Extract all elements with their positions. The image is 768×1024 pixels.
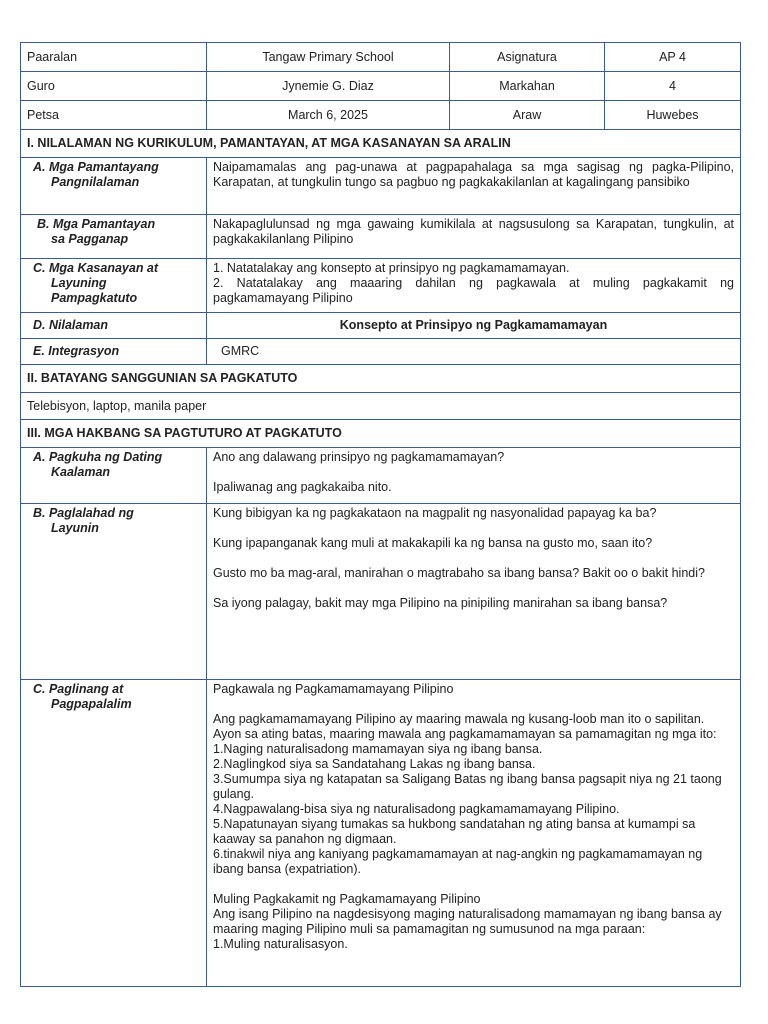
label-content: D. Nilalaman xyxy=(21,313,207,339)
lesson-plan-table xyxy=(20,42,741,987)
school-name: Tangaw Primary School xyxy=(207,43,450,72)
label-performance-standards xyxy=(21,215,207,259)
subheading: Pagkawala ng Pagkamamamayang Pilipino xyxy=(213,682,454,696)
objectives-text xyxy=(207,504,741,680)
content-standards-text: Naipamamalas ang pag-unawa at pagpapahalaga sa mga sagisag ng pagka-Pilipino, Karapatan, at tungkulin tungo sa pagbuo ng pagkakakilanlan at kagalingang pansibiko xyxy=(207,158,741,215)
label-line: Layunin xyxy=(51,521,99,535)
quarter: 4 xyxy=(605,72,741,101)
label-content-standards xyxy=(21,158,207,215)
paragraph: Ano ang dalawang prinsipyo ng pagkamamamayan? xyxy=(213,450,505,464)
list-item: 1.Naging naturalisadong mamamayan siya ng ibang bansa. xyxy=(213,742,543,756)
paragraph: Sa iyong palagay, bakit may mga Pilipino na pinipiling manirahan sa ibang bansa? xyxy=(213,596,668,610)
competency-2: 2. Natatalakay ang maaaring dahilan ng pagkawala at muling pagkakamit ng pagkamamayang Pilipino xyxy=(213,276,734,305)
teacher-name: Jynemie G. Diaz xyxy=(207,72,450,101)
content-text: Konsepto at Prinsipyo ng Pagkamamamayan xyxy=(207,313,741,339)
section-3-title: III. MGA HAKBANG SA PAGTUTURO AT PAGKATUTO xyxy=(21,420,741,448)
date: March 6, 2025 xyxy=(207,101,450,130)
label-line: C. Paglinang at xyxy=(33,682,124,696)
list-item: 2.Naglingkod siya sa Sandatahang Lakas ng ibang bansa. xyxy=(213,757,536,771)
performance-standards-text: Nakapaglulunsad ng mga gawaing kumikilala at nagsusulong sa Karapatan, tungkulin, at pagkakakilanlang Pilipino xyxy=(207,215,741,259)
header-row-school xyxy=(21,43,741,72)
label-line: Pangnilalaman xyxy=(51,175,140,189)
prior-knowledge-text xyxy=(207,448,741,504)
label-paaralan: Paaralan xyxy=(21,43,207,72)
label-integration: E. Integrasyon xyxy=(21,339,207,365)
subheading: Muling Pagkakamit ng Pagkamamayang Pilipino xyxy=(213,892,481,906)
header-row-teacher xyxy=(21,72,741,101)
paragraph: Kung ipapanganak kang muli at makakapili ka ng bansa na gusto mo, saan ito? xyxy=(213,536,653,550)
development-text xyxy=(207,680,741,987)
section-1-title: I. NILALAMAN NG KURIKULUM, PAMANTAYAN, AT MGA KASANAYAN SA ARALIN xyxy=(21,130,741,158)
label-line: A. Mga Pamantayang xyxy=(33,160,159,174)
list-item: 4.Nagpawalang-bisa siya ng naturalisadong pagkamamamayang Pilipino. xyxy=(213,802,620,816)
label-line: Pampagkatuto xyxy=(51,291,138,305)
label-line: B. Paglalahad ng xyxy=(33,506,134,520)
header-row-date xyxy=(21,101,741,130)
paragraph: Gusto mo ba mag-aral, manirahan o magtrabaho sa ibang bansa? Bakit oo o bakit hindi? xyxy=(213,566,705,580)
label-competencies xyxy=(21,259,207,313)
label-araw: Araw xyxy=(450,101,605,130)
label-line: C. Mga Kasanayan at xyxy=(33,261,159,275)
label-development xyxy=(21,680,207,987)
label-line: Layuning xyxy=(51,276,107,290)
competencies-text xyxy=(207,259,741,313)
paragraph: Kung bibigyan ka ng pagkakataon na magpalit ng nasyonalidad papayag ka ba? xyxy=(213,506,657,520)
section-2-title: II. BATAYANG SANGGUNIAN SA PAGKATUTO xyxy=(21,365,741,393)
label-markahan: Markahan xyxy=(450,72,605,101)
list-item: 5.Napatunayan siyang tumakas sa hukbong sandatahan ng ating bansa at kumampi sa kaaway sa panahon ng digmaan. xyxy=(213,817,696,846)
label-objectives xyxy=(21,504,207,680)
label-line: Pagpapalalim xyxy=(51,697,132,711)
integration-text: GMRC xyxy=(207,339,741,365)
references-text: Telebisyon, laptop, manila paper xyxy=(21,393,741,420)
label-line: sa Pagganap xyxy=(51,232,129,246)
label-petsa: Petsa xyxy=(21,101,207,130)
paragraph: Ang isang Pilipino na nagdesisyong maging naturalisadong mamamayan ng ibang bansa ay maaring maging Pilipino muli sa pamamagitan ng sumusunod na mga paraan: xyxy=(213,907,722,936)
day: Huwebes xyxy=(605,101,741,130)
label-line: Kaalaman xyxy=(51,465,111,479)
list-item: 6.tinakwil niya ang kaniyang pagkamamamayan at nag-angkin ng pagkamamamayan ng ibang bansa (expatriation). xyxy=(213,847,703,876)
label-asignatura: Asignatura xyxy=(450,43,605,72)
label-line: A. Pagkuha ng Dating xyxy=(33,450,163,464)
paragraph: Ipaliwanag ang pagkakaiba nito. xyxy=(213,480,392,494)
paragraph: Ang pagkamamamayang Pilipino ay maaring mawala ng kusang-loob man ito o sapilitan. Ayon sa ating batas, maaring mawala ang pagkamamamayan sa pamamagitan ng mga ito: xyxy=(213,712,717,741)
list-item: 1.Muling naturalisasyon. xyxy=(213,937,348,951)
label-line: B. Mga Pamantayan xyxy=(37,217,156,231)
subject: AP 4 xyxy=(605,43,741,72)
list-item: 3.Sumumpa siya ng katapatan sa Saligang Batas ng ibang bansa pagsapit niya ng 21 taong gulang. xyxy=(213,772,722,801)
label-guro: Guro xyxy=(21,72,207,101)
label-prior-knowledge xyxy=(21,448,207,504)
competency-1: 1. Natatalakay ang konsepto at prinsipyo ng pagkamamamayan. xyxy=(213,261,570,275)
